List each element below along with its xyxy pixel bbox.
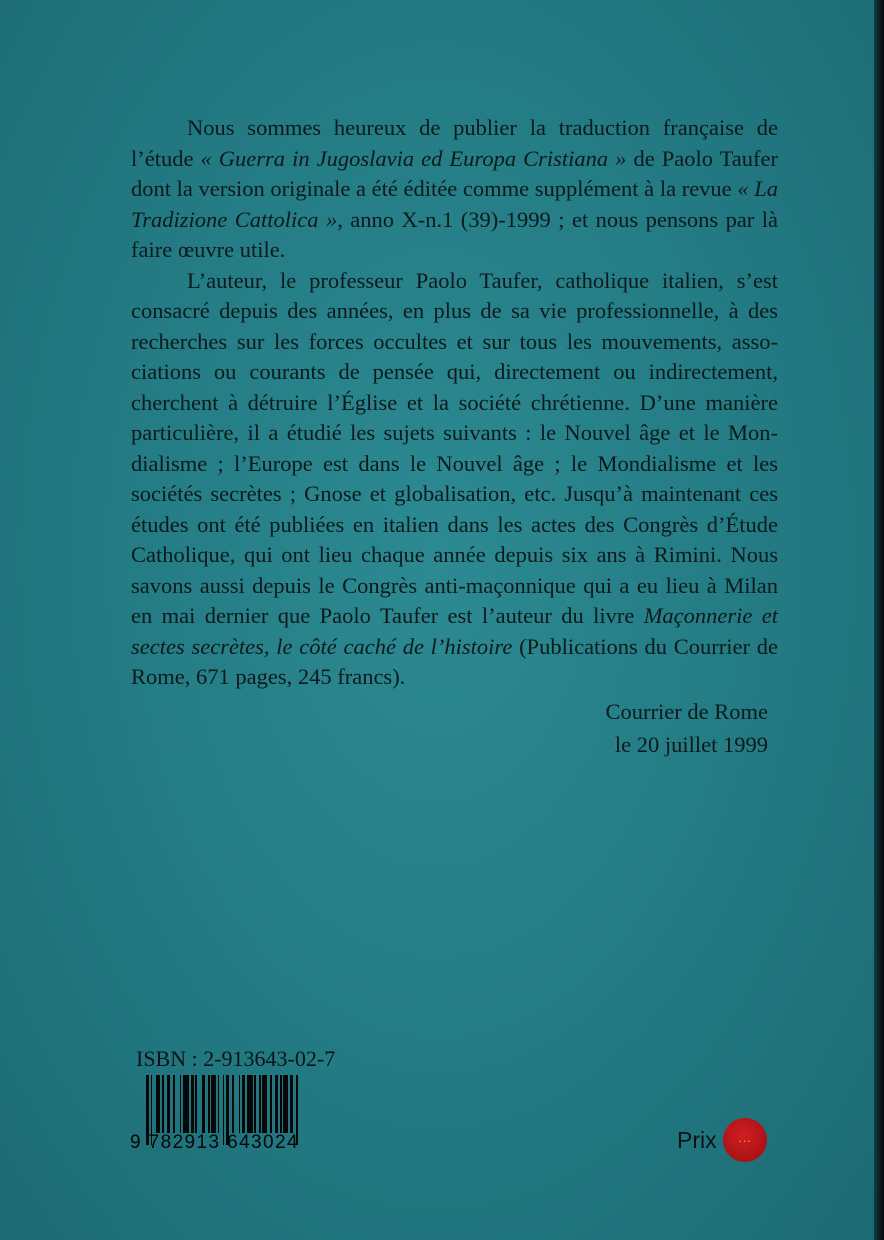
text-run: de Paolo Taufer dont la version originale a été éditée comme supplément à la revue: [131, 145, 779, 201]
text-run: L’auteur, le professeur Paolo Taufer, catholique italien, s’est consacré depuis des années, en plus de sa vie professionnelle, à des recherches sur les forces occultes et sur tous les mouvements, associations ou courants de pensée qui, directement ou indirectement, cherchent à détruire l’Église et la société chrétienne. D’une manière particulière, il a étudié les sujets suivants : le Nouvel âge et le Mondialisme ; l’Europe est dans le Nouvel âge ; le Mondialisme et les sociétés secrètes ; Gnose et globalisation, etc. Jusqu’à maintenant ces études ont été publiées en italien dans les actes des Congrès d’Étude Catholique, qui ont lieu chaque année depuis six ans à Rimini. Nous savons aussi depuis le Congrès anti-maçonnique qui a eu lieu à Milan en mai dernier que Paolo Taufer est l’auteur du livre: [131, 267, 778, 628]
isbn-label: ISBN : 2-913643-02-7: [136, 1046, 336, 1071]
cover-edge: [874, 0, 884, 1240]
text-run: (Publications du Courrier de Rome, 671 pages, 245 francs).: [131, 633, 778, 689]
paragraph-1: [131, 113, 778, 266]
blurb-text: [131, 113, 778, 693]
barcode-space: [298, 1075, 300, 1133]
text-run: , anno X-n.1 (39)-1999 ; et nous pensons par là faire œuvre utile.: [131, 206, 778, 262]
price-sticker: ···: [723, 1118, 767, 1162]
text-run: Nous sommes heureux de publier la traduction française de l’étude: [131, 115, 778, 171]
barcode-digits: 9 782913 643024: [130, 1132, 299, 1153]
paragraph-2: [131, 266, 778, 693]
italic-title-run: « La Tradizione Cattolica »: [131, 176, 778, 232]
italic-title-run: Maçonnerie et sectes secrètes, le côté caché de l’histoire: [131, 603, 778, 659]
price-area: [677, 1118, 767, 1162]
signature-date: le 20 juillet 1999: [614, 732, 768, 757]
italic-title-run: « Guerra in Jugoslavia ed Europa Cristiana »: [200, 145, 627, 171]
signature-block: [606, 695, 768, 761]
price-label: Prix: [677, 1126, 717, 1153]
signature-publisher: Courrier de Rome: [605, 699, 768, 724]
barcode: [130, 1075, 335, 1159]
